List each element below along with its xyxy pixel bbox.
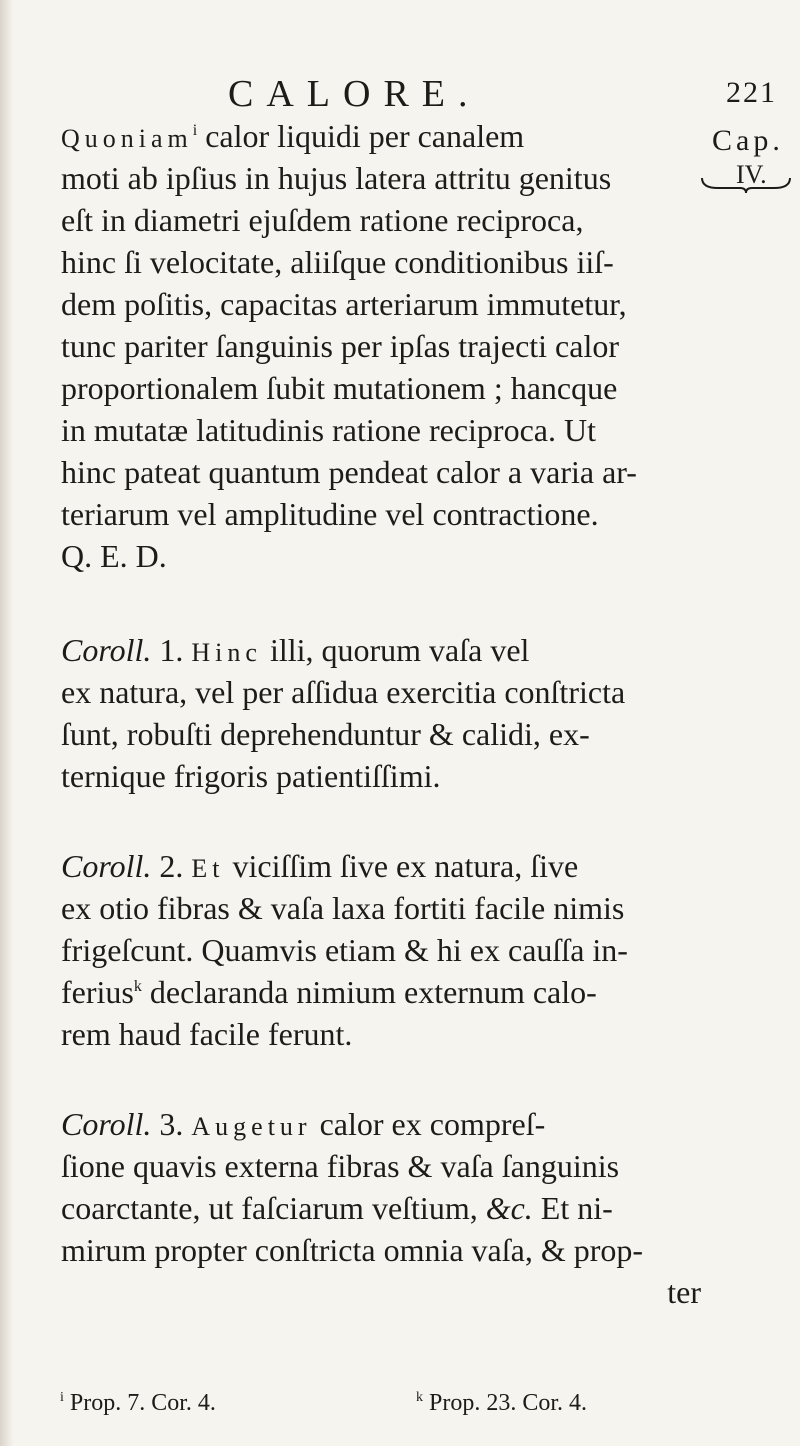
catchword: ter <box>667 1274 701 1310</box>
corollary-number: 1. <box>159 632 184 668</box>
margin-chapter-label: Cap. <box>712 124 784 157</box>
corollary-label: Coroll. <box>61 848 152 884</box>
corollary-label: Coroll. <box>61 632 152 668</box>
page-number: 221 <box>726 76 777 109</box>
paragraph-1-line-9: hinc pateat quantum pendeat calor a varia ar- <box>61 454 637 490</box>
corollary-2-line-2: ex otio fibras & vaſa laxa fortiti facile nimis <box>61 890 625 926</box>
corollary-2-line-4: ferius$^k$ declaranda nimium externum calo- <box>61 974 597 1010</box>
paragraph-1-line-2: moti ab ipſius in hujus latera attritu genitus <box>61 160 612 196</box>
paragraph-1-line-1: Quoniam$^i$ calor liquidi per canalem <box>61 118 525 154</box>
lead-word: Et <box>191 854 225 883</box>
corollary-3-line-1: Coroll. 3. Augetur calor ex compreſ- <box>61 1106 546 1142</box>
corollary-1-line-1: Coroll. 1. Hinc illi, quorum vaſa vel <box>61 632 530 668</box>
paragraph-1-line-10: teriarum vel amplitudine vel contractione. <box>61 496 599 532</box>
corollary-2-line-1: Coroll. 2. Et viciſſim ſive ex natura, ſive <box>61 848 579 884</box>
corollary-label: Coroll. <box>61 1106 152 1142</box>
paragraph-1-line-8: in mutatæ latitudinis ratione reciproca. Ut <box>61 412 596 448</box>
lead-word: Hinc <box>191 638 262 667</box>
corollary-number: 2. <box>159 848 184 884</box>
corollary-2-line-5: rem haud facile ferunt. <box>61 1016 353 1052</box>
corollary-number: 3. <box>159 1106 184 1142</box>
paragraph-1-line-3: eſt in diametri ejuſdem ratione reciproca, <box>61 202 584 238</box>
margin-chapter-number: IV. <box>736 160 767 189</box>
paragraph-1-line-6: tunc pariter ſanguinis per ipſas trajecti calor <box>61 328 619 364</box>
corollary-3-line-4: mirum propter conſtricta omnia vaſa, & prop- <box>61 1232 644 1268</box>
lead-word: Quoniam <box>61 124 193 153</box>
running-header-title: CALORE. <box>228 73 481 115</box>
paragraph-1-line-11: Q. E. D. <box>61 538 167 574</box>
page-edge-shadow <box>0 0 14 1446</box>
paragraph-1-line-4: hinc ſi velocitate, aliiſque conditionibus iiſ- <box>61 244 614 280</box>
paragraph-1-line-5: dem poſitis, capacitas arteriarum immutetur, <box>61 286 627 322</box>
footnote-ref-i: i <box>192 122 198 139</box>
footnote-i: $^i$ Prop. 7. Cor. 4. <box>60 1390 216 1416</box>
corollary-1-line-2: ex natura, vel per aſſidua exercitia conſtricta <box>61 674 626 710</box>
corollary-1-line-3: ſunt, robuſti deprehenduntur & calidi, ex- <box>61 716 590 752</box>
corollary-3-line-2: ſione quavis externa fibras & vaſa ſanguinis <box>61 1148 620 1184</box>
footnote-k: $^k$ Prop. 23. Cor. 4. <box>416 1390 588 1416</box>
corollary-2-line-3: frigeſcunt. Quamvis etiam & hi ex cauſſa in- <box>61 932 628 968</box>
margin-brace-icon <box>700 176 792 194</box>
paragraph-1-line-7: proportionalem ſubit mutationem ; hancque <box>61 370 618 406</box>
footnote-ref-k: k <box>133 978 142 995</box>
lead-word: Augetur <box>191 1112 312 1141</box>
corollary-3-line-3: coarctante, ut faſciarum veſtium, &c. Et ni- <box>61 1190 613 1226</box>
corollary-1-line-4: ternique frigoris patientiſſimi. <box>61 758 441 794</box>
